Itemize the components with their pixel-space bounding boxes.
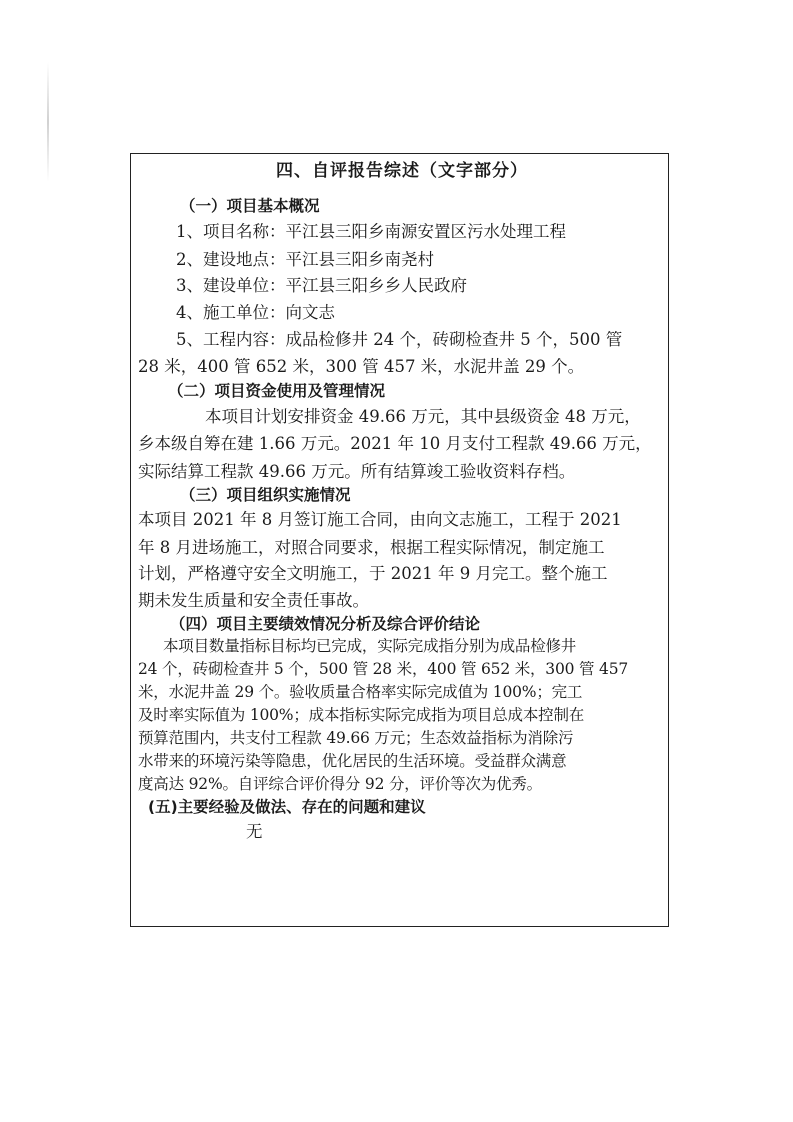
implementation-line-4: 期未发生质量和安全责任事故。	[138, 591, 369, 610]
suggestions-content: 无	[246, 822, 263, 841]
implementation-line-1: 本项目 2021 年 8 月签订施工合同，由向文志施工，工程于 2021	[138, 510, 622, 529]
project-content-line-1: 5、工程内容：成品检修井 24 个，砖砌检查井 5 个，500 管	[176, 330, 623, 349]
funding-line-1: 本项目计划安排资金 49.66 万元，其中县级资金 48 万元，	[205, 407, 641, 426]
implementation-line-2: 年 8 月进场施工，对照合同要求，根据工程实际情况，制定施工	[138, 538, 605, 557]
section4-heading: （四）项目主要绩效情况分析及综合评价结论	[170, 615, 481, 633]
performance-line-6: 水带来的环境污染等隐患，优化居民的生活环境。受益群众满意	[138, 752, 567, 770]
section2-heading: （二）项目资金使用及管理情况	[168, 382, 386, 400]
performance-line-3: 米，水泥井盖 29 个。验收质量合格率实际完成值为 100%；完工	[138, 683, 583, 701]
construction-unit-line: 3、建设单位：平江县三阳乡乡人民政府	[176, 276, 467, 295]
contractor-line: 4、施工单位：向文志	[176, 303, 335, 322]
section3-heading: （三）项目组织实施情况	[180, 486, 351, 504]
construction-site-line: 2、建设地点：平江县三阳乡南尧村	[176, 250, 434, 269]
performance-line-5: 预算范围内，共支付工程款 49.66 万元；生态效益指标为消除污	[138, 729, 574, 747]
project-name-line: 1、项目名称：平江县三阳乡南源安置区污水处理工程	[176, 222, 566, 241]
funding-line-3: 实际结算工程款 49.66 万元。所有结算竣工验收资料存档。	[138, 462, 576, 481]
section1-heading: （一）项目基本概况	[180, 197, 320, 215]
section5-heading: (五)主要经验及做法、存在的问题和建议	[148, 798, 426, 816]
funding-line-2: 乡本级自筹在建 1.66 万元。2021 年 10 月支付工程款 49.66 万元，	[138, 434, 652, 453]
performance-line-1: 本项目数量指标目标均已完成，实际完成指分别为成品检修井	[163, 637, 577, 655]
implementation-line-3: 计划，严格遵守安全文明施工，于 2021 年 9 月完工。整个施工	[138, 564, 608, 583]
performance-line-4: 及时率实际值为 100%；成本指标实际完成指为项目总成本控制在	[138, 706, 585, 724]
report-title: 四、自评报告综述（文字部分）	[276, 161, 528, 181]
performance-line-2: 24 个，砖砌检查井 5 个，500 管 28 米，400 管 652 米，300 管 457	[138, 660, 629, 678]
performance-line-7: 度高达 92%。自评综合评价得分 92 分，评价等次为优秀。	[138, 775, 542, 793]
project-content-line-2: 28 米，400 管 652 米，300 管 457 米，水泥井盖 29 个。	[138, 357, 585, 376]
scan-edge-shadow	[47, 62, 49, 182]
